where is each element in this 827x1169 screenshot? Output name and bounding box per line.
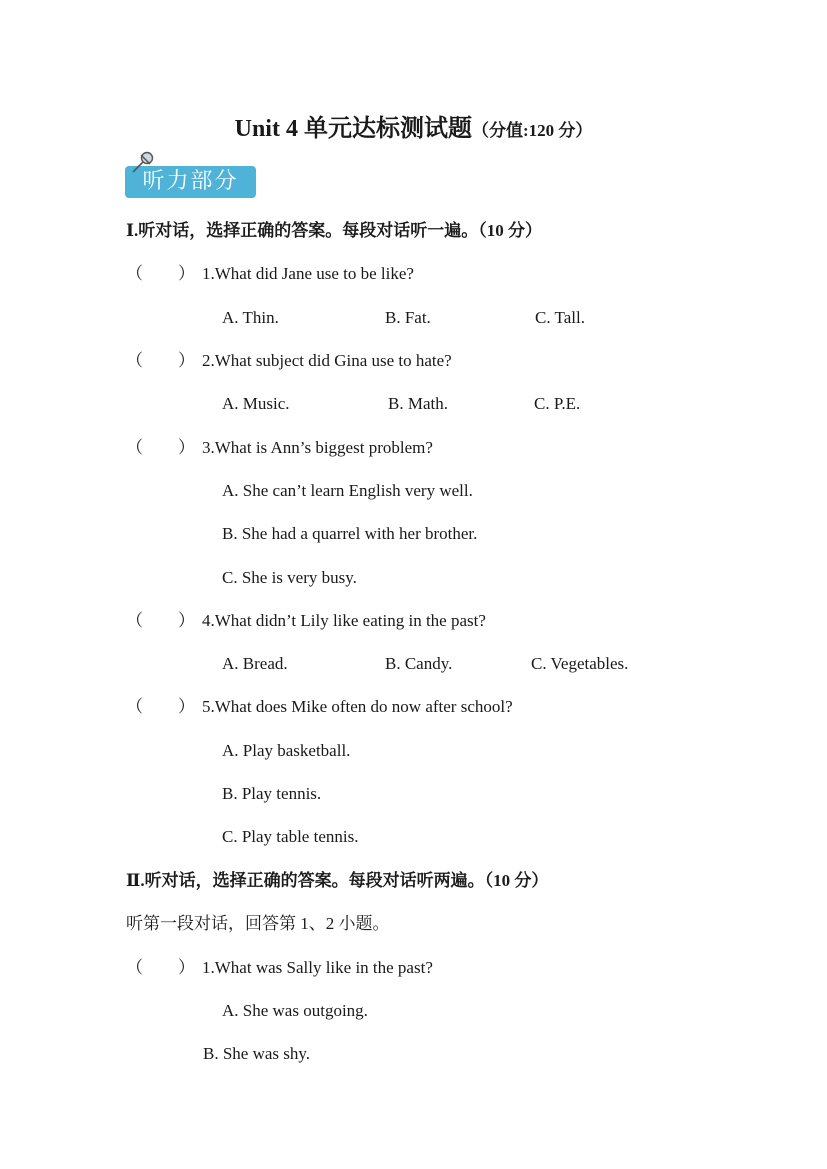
q2-option-b: B. Math. bbox=[388, 394, 448, 413]
q2-option-a: A. Music. bbox=[222, 394, 290, 413]
badge-label: 听力部分 bbox=[142, 169, 239, 194]
answer-blank-close: ） bbox=[178, 438, 195, 457]
section-2-intro: 听第一段对话，回答第 1、2 小题。 bbox=[126, 914, 390, 933]
question-3-stem: 3.What is Ann’s biggest problem? bbox=[202, 438, 433, 457]
page-title bbox=[0, 108, 827, 143]
answer-blank-open: （ bbox=[126, 958, 143, 977]
q3-option-c: C. She is very busy. bbox=[222, 568, 357, 587]
section-2-heading: Ⅱ.听对话，选择正确的答案。每段对话听两遍。（10 分） bbox=[126, 871, 549, 890]
answer-blank-open: （ bbox=[126, 264, 143, 283]
s2-q1-option-b: B. She was shy. bbox=[203, 1044, 311, 1063]
answer-blank-open: （ bbox=[126, 697, 143, 716]
q4-option-a: A. Bread. bbox=[222, 654, 288, 673]
q5-option-b: B. Play tennis. bbox=[222, 784, 322, 803]
answer-blank-open: （ bbox=[126, 438, 143, 457]
answer-blank-close: ） bbox=[178, 264, 195, 283]
q5-option-c: C. Play table tennis. bbox=[222, 827, 359, 846]
answer-blank-open: （ bbox=[126, 611, 143, 630]
answer-blank-close: ） bbox=[178, 697, 195, 716]
question-5-stem: 5.What does Mike often do now after school? bbox=[202, 697, 513, 716]
q4-option-b: B. Candy. bbox=[385, 654, 453, 673]
q4-option-c: C. Vegetables. bbox=[531, 654, 629, 673]
s2-q1-option-a: A. She was outgoing. bbox=[222, 1001, 368, 1020]
q3-option-a: A. She can’t learn English very well. bbox=[222, 481, 473, 500]
q3-option-b: B. She had a quarrel with her brother. bbox=[222, 524, 478, 543]
pushpin-icon bbox=[128, 150, 156, 176]
title-main: Unit 4 单元达标测试题 bbox=[234, 116, 472, 142]
section-1-heading: Ⅰ.听对话，选择正确的答案。每段对话听一遍。（10 分） bbox=[126, 221, 542, 240]
q5-option-a: A. Play basketball. bbox=[222, 741, 351, 760]
answer-blank-close: ） bbox=[178, 958, 195, 977]
answer-blank-close: ） bbox=[178, 611, 195, 630]
q1-option-c: C. Tall. bbox=[535, 308, 585, 327]
question-4-stem: 4.What didn’t Lily like eating in the past? bbox=[202, 611, 486, 630]
q2-option-c: C. P.E. bbox=[534, 394, 581, 413]
q1-option-b: B. Fat. bbox=[385, 308, 431, 327]
title-score: （分值:120 分） bbox=[471, 121, 593, 140]
answer-blank-close: ） bbox=[178, 351, 195, 370]
question-2-stem: 2.What subject did Gina use to hate? bbox=[202, 351, 452, 370]
answer-blank-open: （ bbox=[126, 351, 143, 370]
s2-question-1-stem: 1.What was Sally like in the past? bbox=[202, 958, 433, 977]
question-1-stem: 1.What did Jane use to be like? bbox=[202, 264, 414, 283]
q1-option-a: A. Thin. bbox=[222, 308, 279, 327]
